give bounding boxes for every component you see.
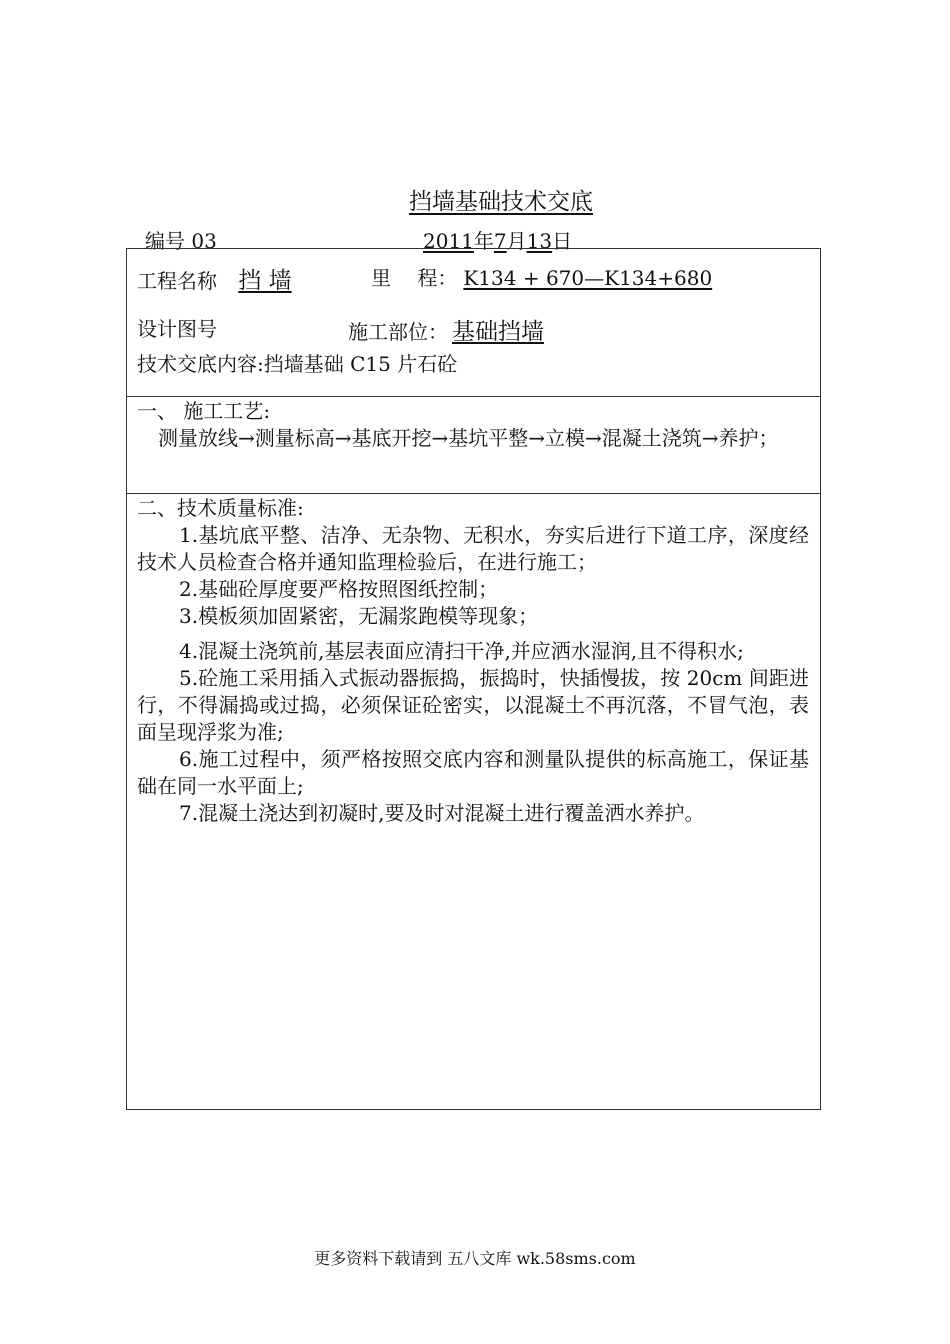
- standard-item: 7.混凝土浇达到初凝时,要及时对混凝土进行覆盖洒水养护。: [179, 801, 705, 825]
- standard-item: 1.基坑底平整、洁净、无杂物、无积水，夯实后进行下道工序，深度经技术人员检查合格并通知监理检验后，在进行施工；: [137, 523, 809, 574]
- project-name-row: [137, 262, 313, 295]
- standards-heading: 二、技术质量标准:: [137, 496, 304, 520]
- standard-item: 6.施工过程中，须严格按照交底内容和测量队提供的标高施工，保证基础在同一水平面上;: [137, 747, 809, 798]
- disclosure-content: 技术交底内容:挡墙基础 C15 片石砼: [137, 352, 458, 376]
- standard-item: 5.砼施工采用插入式振动器振捣，振捣时，快插慢拔，按 20cm 间距进行，不得漏捣或过捣，必须保证砼密实，以混凝土不再沉落，不冒气泡，表面呈现浮浆为准;: [137, 666, 809, 744]
- date-year: 2011: [423, 229, 474, 253]
- construction-part-value: 基础挡墙: [452, 319, 544, 345]
- date-month: 7: [493, 229, 507, 253]
- construction-part-row: [348, 313, 548, 346]
- standard-item: 4.混凝土浇筑前,基层表面应清扫干净,并应洒水湿润,且不得积水;: [179, 639, 744, 663]
- process-section: [137, 398, 809, 452]
- standard-item: 3.模板须加固紧密，无漏浆跑模等现象；: [179, 604, 539, 628]
- project-name-value: 挡 墙: [238, 268, 292, 294]
- standards-section: [137, 495, 809, 827]
- process-heading: 一、 施工工艺:: [137, 399, 271, 423]
- document-number: 编号 03: [145, 229, 217, 253]
- construction-part-label: 施工部位：: [348, 320, 448, 344]
- mileage-value: K134 + 670—K134+680: [463, 266, 713, 290]
- drawing-number-row: [137, 313, 287, 342]
- footer-text: 更多资料下载请到 五八文库 wk.58sms.com: [314, 1249, 636, 1268]
- date-year-suffix: 年: [473, 229, 494, 253]
- mileage-row: [371, 262, 712, 291]
- row-divider: [127, 396, 820, 397]
- standard-item: 2.基础砼厚度要严格按照图纸控制；: [179, 577, 499, 601]
- date-day-suffix: 日: [552, 229, 573, 253]
- date-month-suffix: 月: [506, 229, 527, 253]
- disclosure-table: [126, 248, 821, 1110]
- mileage-label: 里 程：: [371, 266, 458, 290]
- document-title: 挡墙基础技术交底: [409, 189, 593, 215]
- row-divider: [127, 493, 820, 494]
- drawing-number-label: 设计图号: [137, 317, 217, 341]
- process-text: 测量放线→测量标高→基底开挖→基坑平整→立模→混凝土浇筑→养护；: [158, 426, 779, 450]
- project-name-label: 工程名称: [137, 269, 217, 293]
- date-day: 13: [526, 229, 553, 253]
